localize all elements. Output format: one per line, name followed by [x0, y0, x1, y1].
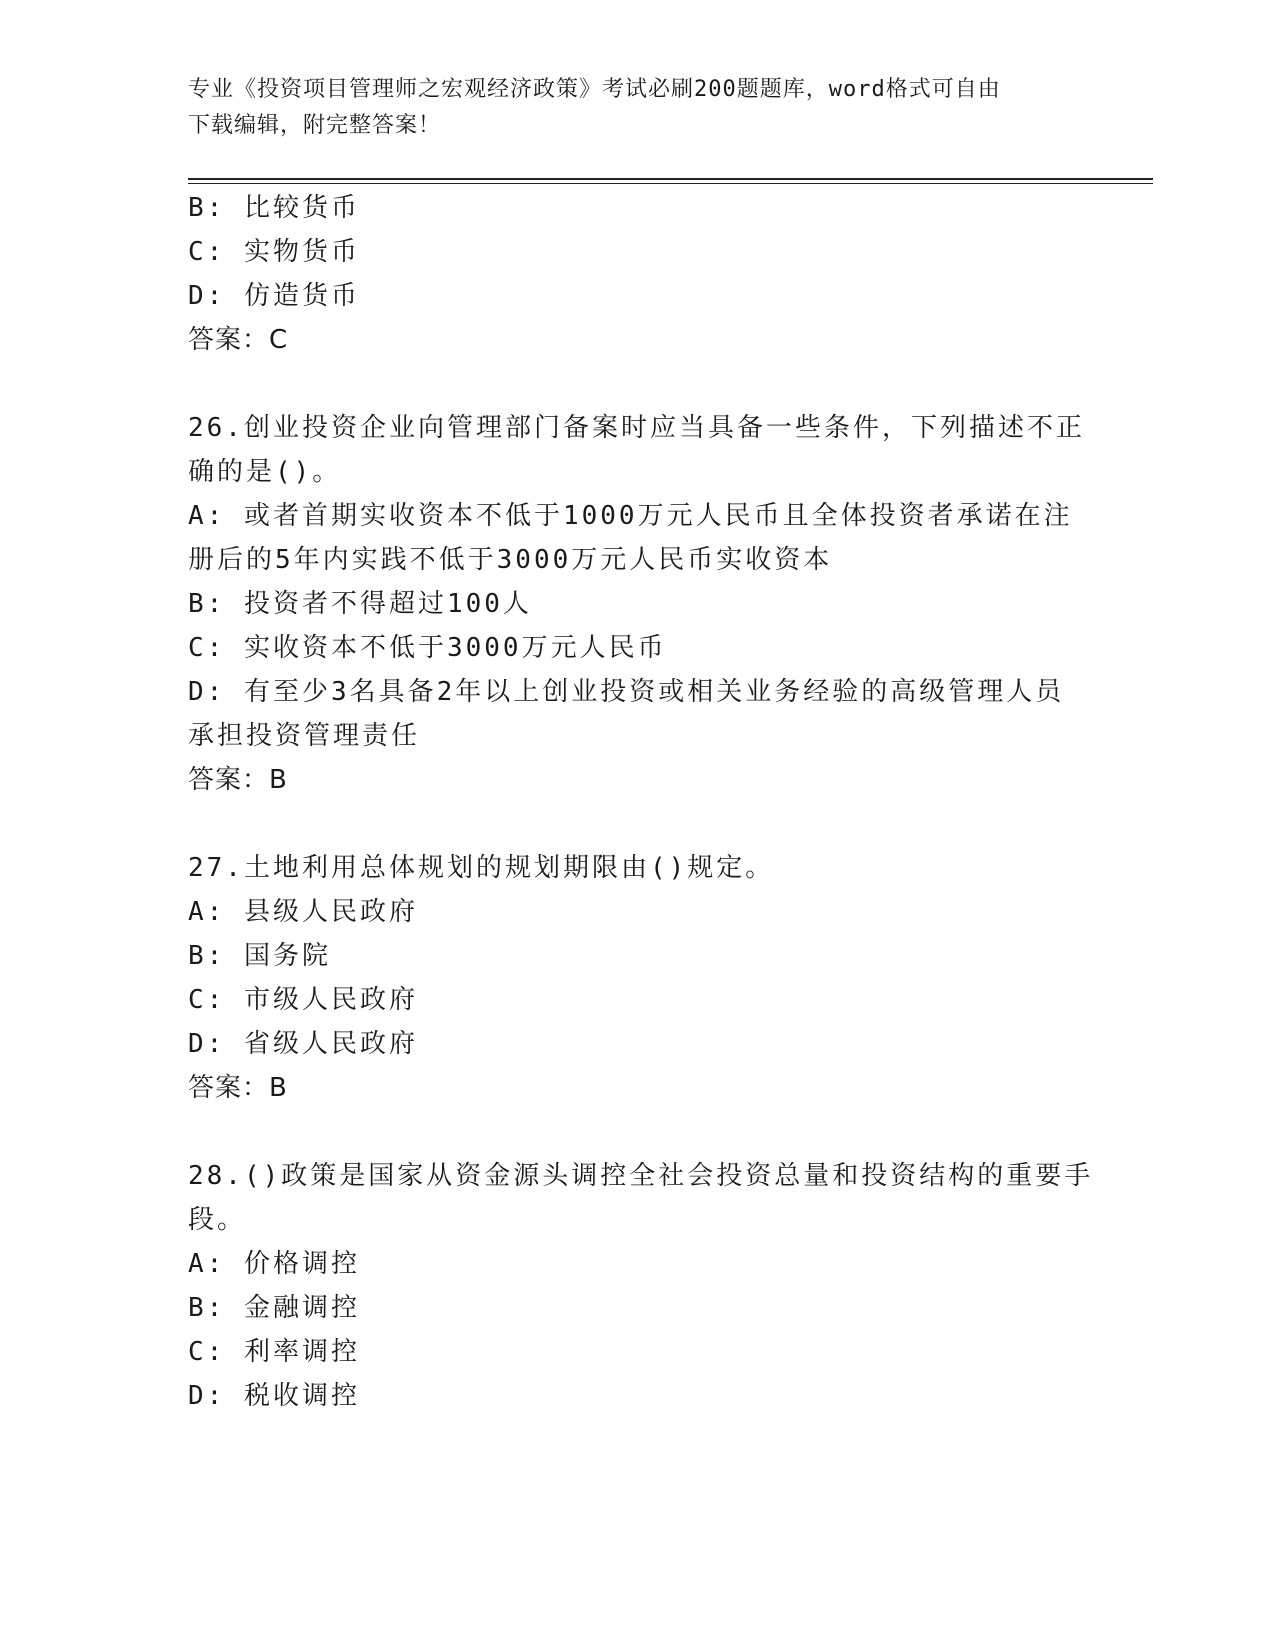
q27-option-b: B: 国务院: [188, 941, 331, 971]
q26-option-d-line-1: D: 有至少3名具备2年以上创业投资或相关业务经验的高级管理人员: [188, 677, 1065, 707]
q27-stem: 27.土地利用总体规划的规划期限由()规定。: [188, 853, 775, 883]
q28-stem-line-1: 28.()政策是国家从资金源头调控全社会投资总量和投资结构的重要手: [188, 1161, 1094, 1191]
q27-answer: 答案：B: [188, 1073, 288, 1103]
q26-option-c: C: 实收资本不低于3000万元人民币: [188, 633, 667, 663]
q26-option-b: B: 投资者不得超过100人: [188, 589, 532, 619]
q28-option-d: D: 税收调控: [188, 1381, 360, 1411]
q28-option-c: C: 利率调控: [188, 1337, 360, 1367]
q28-option-a: A: 价格调控: [188, 1249, 360, 1279]
header-line-2: 下载编辑，附完整答案！: [188, 113, 442, 138]
q25-option-c: C: 实物货币: [188, 237, 360, 267]
q26-option-a-line-1: A: 或者首期实收资本不低于1000万元人民币且全体投资者承诺在注: [188, 501, 1073, 531]
header-line-1: 专业《投资项目管理师之宏观经济政策》考试必刷200题题库，word格式可自由: [188, 77, 1001, 102]
q27-option-a: A: 县级人民政府: [188, 897, 418, 927]
header-rule-thick: [188, 178, 1153, 180]
q28-option-b: B: 金融调控: [188, 1293, 360, 1323]
q26-answer: 答案：B: [188, 765, 288, 795]
q27-option-d: D: 省级人民政府: [188, 1029, 418, 1059]
q28-stem-line-2: 段。: [188, 1205, 247, 1235]
q25-answer: 答案：C: [188, 325, 289, 355]
q26-option-a-line-2: 册后的5年内实践不低于3000万元人民币实收资本: [188, 545, 833, 575]
q27-option-c: C: 市级人民政府: [188, 985, 418, 1015]
q25-option-b: B: 比较货币: [188, 193, 360, 223]
header-rule-thin: [188, 183, 1153, 184]
document-header: [188, 72, 1068, 144]
q26-stem-line-2: 确的是()。: [188, 457, 342, 487]
q26-stem-line-1: 26.创业投资企业向管理部门备案时应当具备一些条件，下列描述不正: [188, 413, 1085, 443]
q25-option-d: D: 仿造货币: [188, 281, 360, 311]
q26-option-d-line-2: 承担投资管理责任: [188, 721, 421, 751]
